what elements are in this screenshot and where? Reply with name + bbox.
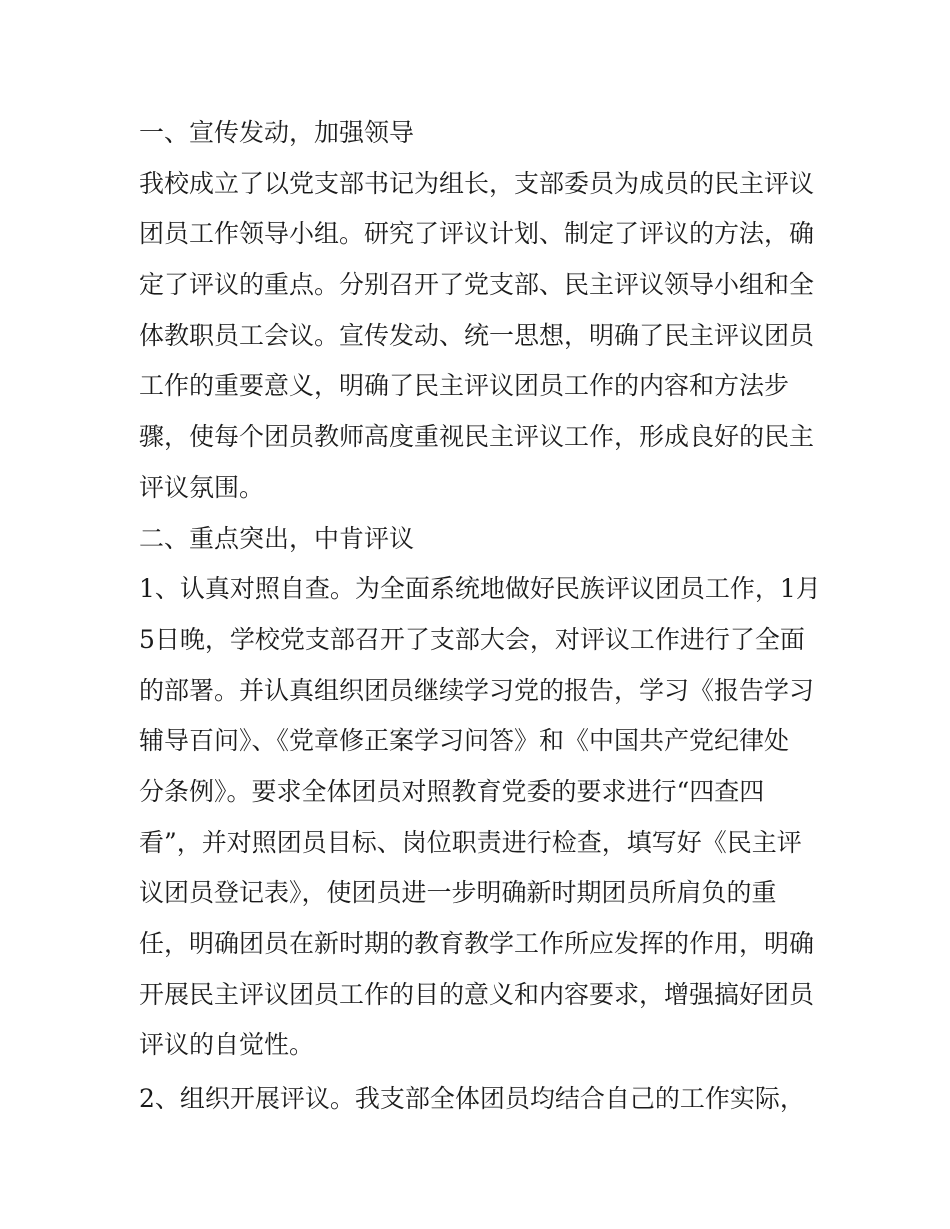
paragraph-line: 定了评议的重点。分别召开了党支部、民主评议领导小组和全: [139, 270, 815, 300]
paragraph-line: 团员工作领导小组。研究了评议计划、制定了评议的方法，确: [139, 219, 815, 249]
section-heading-2: 二、重点突出，中肯评议: [139, 523, 415, 553]
paragraph-line: 议团员登记表》，使团员进一步明确新时期团员所肩负的重: [139, 878, 777, 908]
paragraph-line: 1、认真对照自查。为全面系统地做好民族评议团员工作，1月: [139, 574, 821, 604]
paragraph-line: 开展民主评议团员工作的目的意义和内容要求，增强搞好团员: [139, 979, 815, 1009]
paragraph-line: 评议的自觉性。: [139, 1030, 315, 1060]
paragraph-line: 的部署。并认真组织团员继续学习党的报告，学习《报告学习: [139, 675, 815, 705]
paragraph-line: 体教职员工会议。宣传发动、统一思想，明确了民主评议团员: [139, 320, 815, 350]
paragraph-line: 我校成立了以党支部书记为组长，支部委员为成员的民主评议: [139, 168, 815, 198]
paragraph-line: 分条例》。要求全体团员对照教育党委的要求进行“四查四: [139, 776, 765, 806]
document-body: [139, 108, 819, 1125]
paragraph-line: 5日晚，学校党支部召开了支部大会，对评议工作进行了全面: [139, 624, 805, 654]
paragraph-line: 评议氛围。: [139, 472, 265, 502]
paragraph-line: 工作的重要意义，明确了民主评议团员工作的内容和方法步: [139, 371, 790, 401]
paragraph-line: 看”，并对照团员目标、岗位职责进行检查，填写好《民主评: [139, 827, 802, 857]
paragraph-line: 辅导百问》、《党章修正案学习问答》和《中国共产党纪律处: [139, 726, 790, 756]
paragraph-line: 2、组织开展评议。我支部全体团员均结合自己的工作实际，: [139, 1084, 805, 1114]
section-heading-1: 一、宣传发动，加强领导: [139, 118, 415, 147]
paragraph-line: 任，明确团员在新时期的教育教学工作所应发挥的作用，明确: [139, 929, 815, 958]
paragraph-line: 骤，使每个团员教师高度重视民主评议工作，形成良好的民主: [139, 422, 815, 452]
